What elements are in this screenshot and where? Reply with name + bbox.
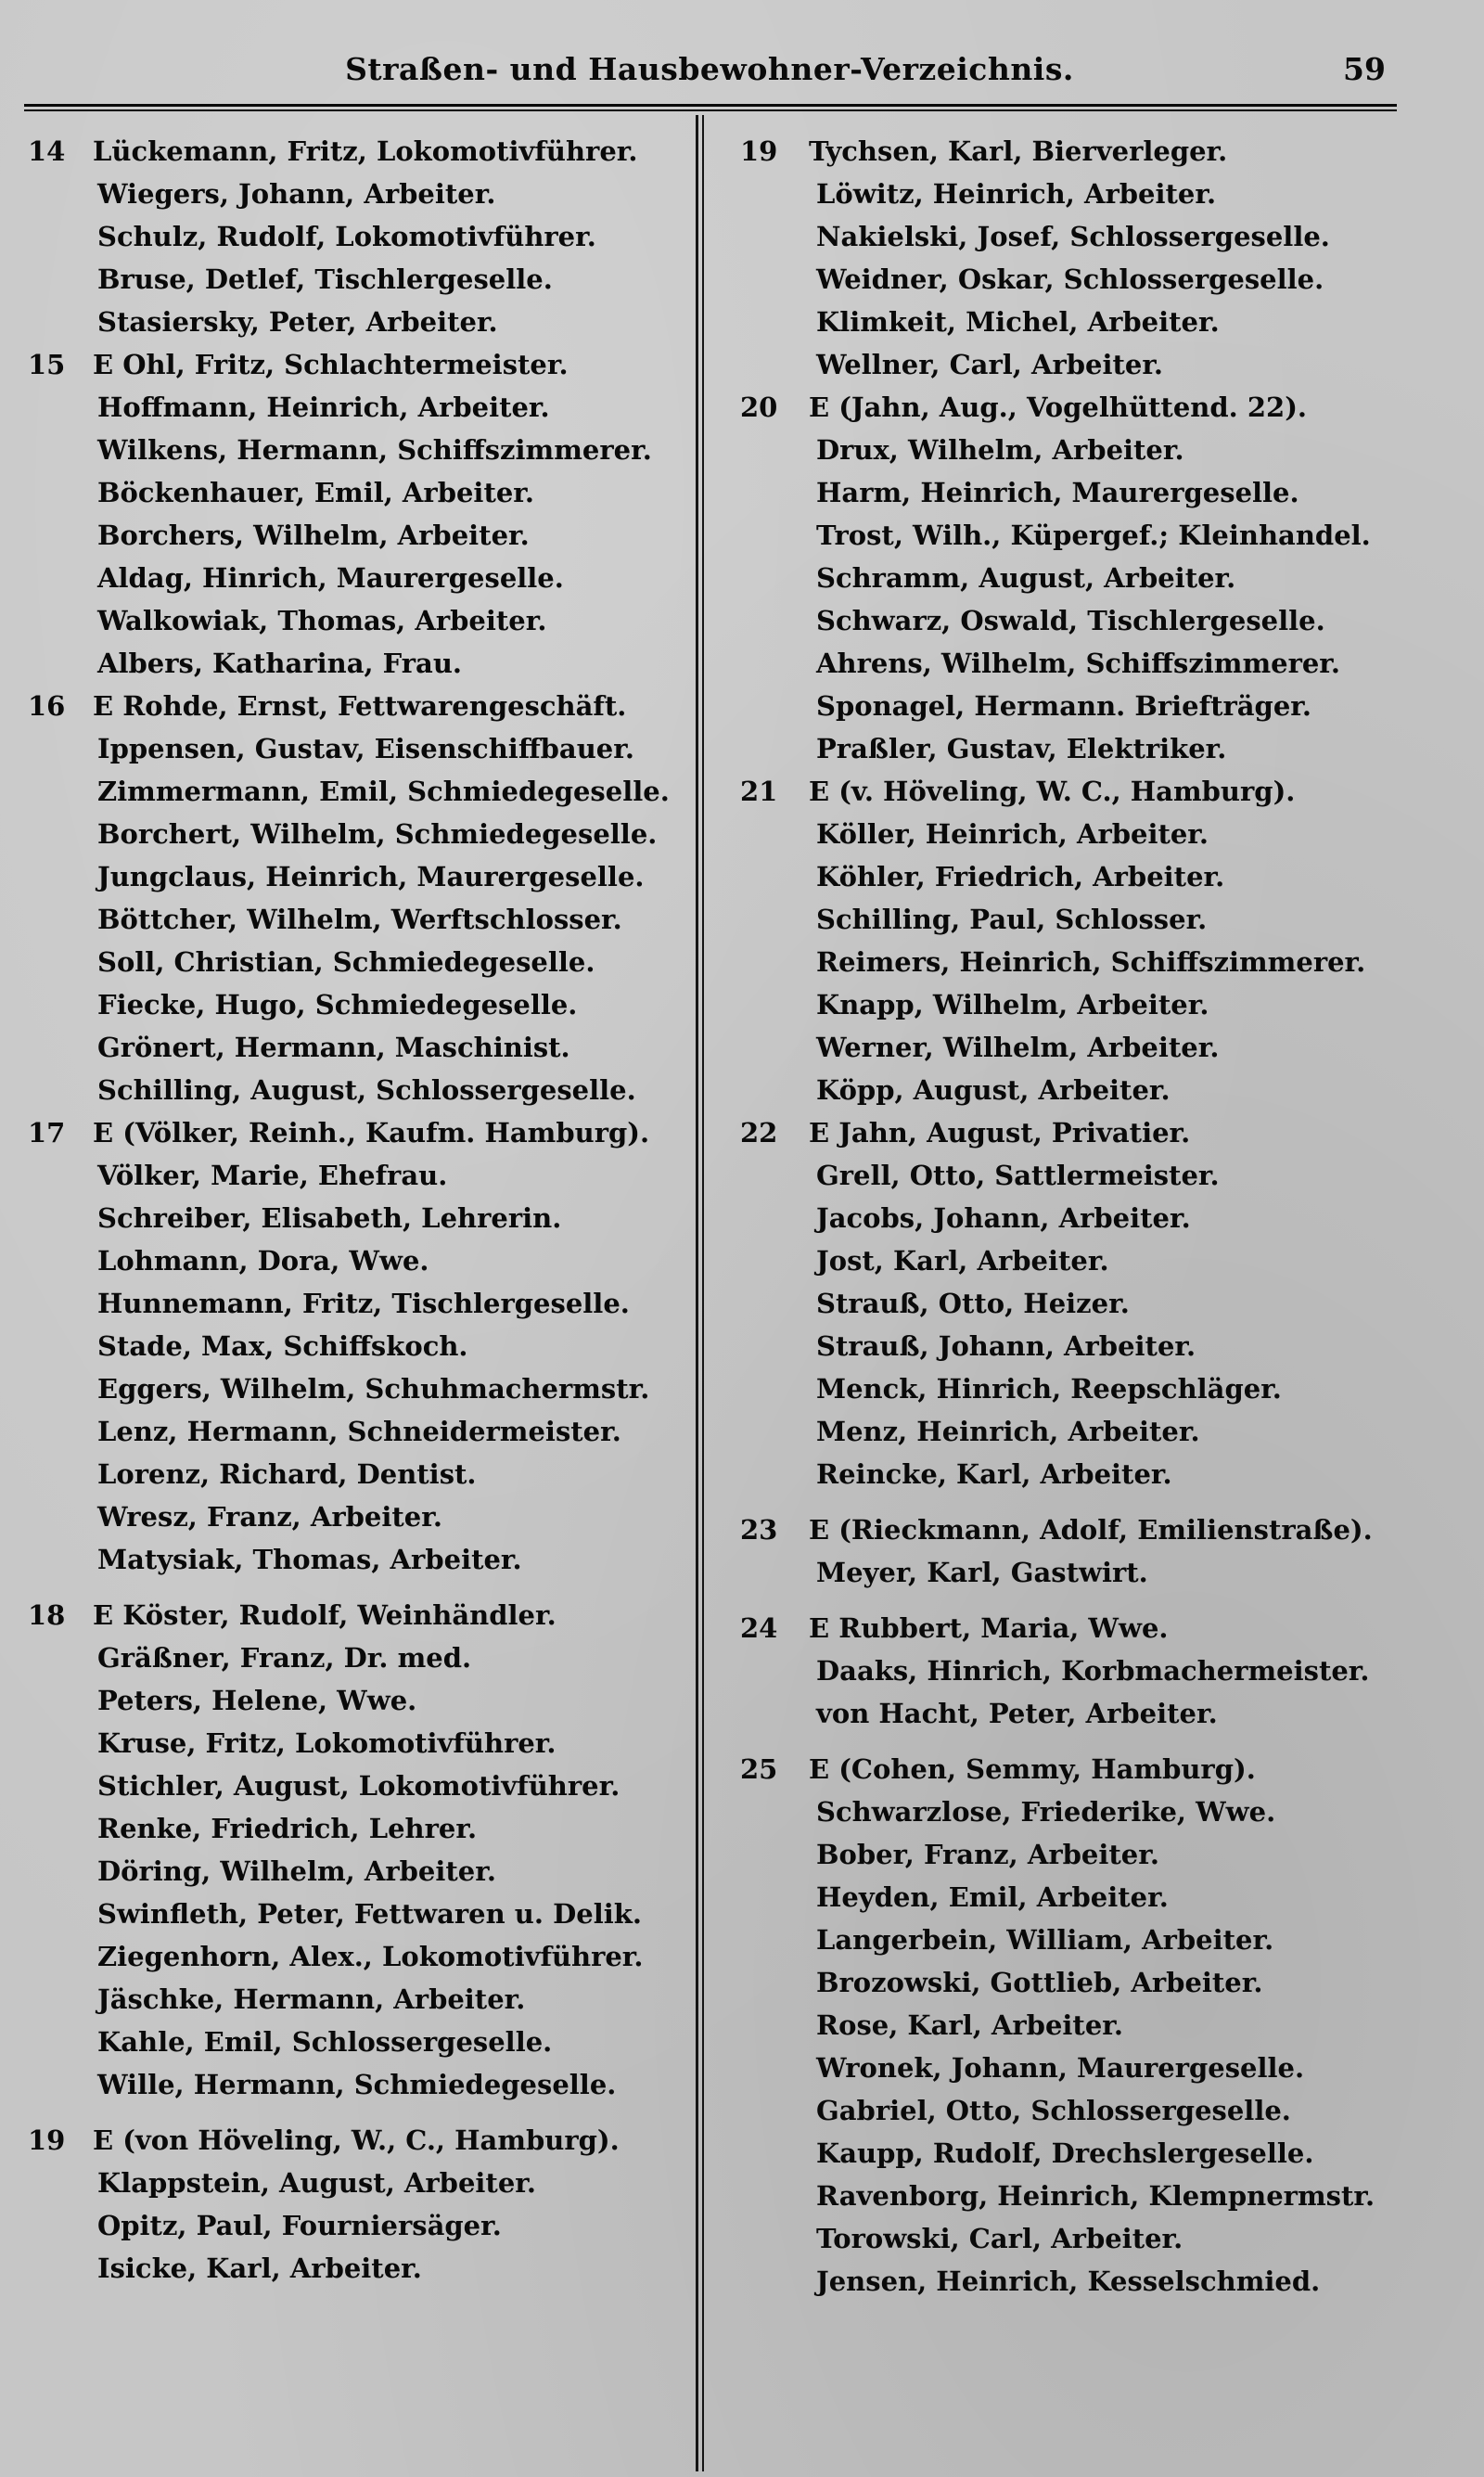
resident-entry bbox=[714, 599, 1391, 642]
resident-entry bbox=[714, 173, 1391, 215]
resident-entry bbox=[714, 855, 1391, 898]
resident-entry bbox=[714, 1919, 1391, 1961]
resident-entry bbox=[714, 642, 1391, 685]
resident-entry bbox=[714, 1154, 1391, 1197]
resident-text: Walkowiak, Thomas, Arbeiter. bbox=[97, 605, 547, 636]
resident-entry bbox=[0, 941, 677, 983]
resident-text: Wilkens, Hermann, Schiffszimmerer. bbox=[97, 434, 652, 466]
resident-entry bbox=[714, 1282, 1391, 1325]
resident-entry bbox=[714, 2217, 1391, 2260]
resident-text: Werner, Wilhelm, Arbeiter. bbox=[816, 1032, 1220, 1063]
resident-entry bbox=[714, 1069, 1391, 1111]
resident-text: Jäschke, Hermann, Arbeiter. bbox=[97, 1983, 526, 2015]
header-rule bbox=[24, 104, 1397, 107]
resident-text: Schilling, Paul, Schlosser. bbox=[816, 904, 1208, 935]
resident-text: Peters, Helene, Wwe. bbox=[97, 1685, 417, 1716]
resident-text: Wiegers, Johann, Arbeiter. bbox=[97, 178, 496, 210]
resident-entry bbox=[714, 2089, 1391, 2132]
resident-text: Trost, Wilh., Küpergef.; Kleinhandel. bbox=[816, 520, 1371, 551]
resident-text: Ahrens, Wilhelm, Schiffszimmerer. bbox=[816, 648, 1341, 679]
resident-entry bbox=[714, 1649, 1391, 1692]
resident-entry bbox=[714, 301, 1391, 343]
resident-text: Schwarz, Oswald, Tischlergeselle. bbox=[816, 605, 1325, 636]
resident-text: E (Cohen, Semmy, Hamburg). bbox=[809, 1753, 1256, 1785]
resident-text: Klappstein, August, Arbeiter. bbox=[97, 2167, 536, 2199]
resident-entry bbox=[0, 1807, 677, 1850]
house-number: 15 bbox=[28, 349, 66, 380]
resident-text: Wronek, Johann, Maurergeselle. bbox=[816, 2052, 1305, 2084]
resident-entry bbox=[714, 557, 1391, 599]
resident-entry bbox=[0, 1367, 677, 1410]
resident-text: E (von Höveling, W., C., Hamburg). bbox=[93, 2124, 620, 2156]
resident-text: Jost, Karl, Arbeiter. bbox=[816, 1245, 1109, 1277]
resident-entry bbox=[0, 1679, 677, 1722]
resident-entry bbox=[714, 941, 1391, 983]
resident-text: Daaks, Hinrich, Korbmachermeister. bbox=[816, 1655, 1370, 1687]
resident-entry bbox=[0, 855, 677, 898]
house-number-entry bbox=[0, 1594, 677, 1636]
resident-text: Renke, Friedrich, Lehrer. bbox=[97, 1813, 478, 1844]
resident-entry bbox=[714, 1026, 1391, 1069]
resident-entry bbox=[0, 1978, 677, 2021]
resident-text: Döring, Wilhelm, Arbeiter. bbox=[97, 1855, 496, 1887]
page-header bbox=[0, 51, 1484, 107]
resident-entry bbox=[714, 1325, 1391, 1367]
left-column bbox=[0, 130, 677, 2290]
resident-entry bbox=[0, 471, 677, 514]
resident-entry bbox=[714, 1961, 1391, 2004]
header-rule-thin bbox=[24, 109, 1397, 111]
house-number-entry bbox=[0, 1111, 677, 1154]
resident-entry bbox=[714, 2175, 1391, 2217]
resident-text: Lorenz, Richard, Dentist. bbox=[97, 1458, 477, 1490]
resident-entry bbox=[0, 1636, 677, 1679]
resident-text: Böttcher, Wilhelm, Werftschlosser. bbox=[97, 904, 622, 935]
resident-text: Stasiersky, Peter, Arbeiter. bbox=[97, 306, 498, 338]
house-number-entry bbox=[0, 343, 677, 386]
resident-text: Rose, Karl, Arbeiter. bbox=[816, 2009, 1123, 2041]
resident-text: Strauß, Johann, Arbeiter. bbox=[816, 1330, 1196, 1362]
resident-entry bbox=[0, 2063, 677, 2106]
resident-entry bbox=[714, 813, 1391, 855]
resident-entry bbox=[0, 258, 677, 301]
resident-entry bbox=[714, 898, 1391, 941]
resident-text: Stichler, August, Lokomotivführer. bbox=[97, 1770, 620, 1802]
resident-text: Kaupp, Rudolf, Drechslergeselle. bbox=[816, 2137, 1314, 2169]
house-number: 18 bbox=[28, 1599, 66, 1631]
resident-entry bbox=[714, 258, 1391, 301]
resident-entry bbox=[0, 386, 677, 429]
resident-entry bbox=[0, 429, 677, 471]
resident-entry bbox=[0, 1935, 677, 1978]
resident-text: E (v. Höveling, W. C., Hamburg). bbox=[809, 776, 1296, 807]
resident-text: Torowski, Carl, Arbeiter. bbox=[816, 2223, 1183, 2254]
resident-entry bbox=[714, 514, 1391, 557]
resident-text: Wille, Hermann, Schmiedegeselle. bbox=[97, 2069, 617, 2100]
resident-text: E Rohde, Ernst, Fettwarengeschäft. bbox=[93, 690, 627, 722]
resident-text: Tychsen, Karl, Bierverleger. bbox=[809, 135, 1228, 167]
resident-text: Nakielski, Josef, Schlossergeselle. bbox=[816, 221, 1330, 252]
resident-text: Köhler, Friedrich, Arbeiter. bbox=[816, 861, 1225, 892]
resident-entry bbox=[0, 1154, 677, 1197]
resident-entry bbox=[714, 2260, 1391, 2303]
column-divider bbox=[696, 115, 698, 2471]
resident-entry bbox=[714, 1692, 1391, 1735]
resident-text: Gabriel, Otto, Schlossergeselle. bbox=[816, 2095, 1291, 2126]
resident-entry bbox=[0, 1239, 677, 1282]
resident-entry bbox=[714, 471, 1391, 514]
resident-entry bbox=[0, 727, 677, 770]
resident-entry bbox=[0, 215, 677, 258]
resident-entry bbox=[714, 343, 1391, 386]
house-number: 14 bbox=[28, 135, 66, 167]
resident-entry bbox=[714, 1410, 1391, 1453]
house-number-entry bbox=[714, 770, 1391, 813]
house-number: 16 bbox=[28, 690, 66, 722]
house-number-entry bbox=[714, 1607, 1391, 1649]
resident-text: Lenz, Hermann, Schneidermeister. bbox=[97, 1416, 621, 1447]
resident-entry bbox=[0, 599, 677, 642]
resident-text: Schreiber, Elisabeth, Lehrerin. bbox=[97, 1202, 562, 1234]
resident-text: Aldag, Hinrich, Maurergeselle. bbox=[97, 562, 564, 594]
resident-text: Borchers, Wilhelm, Arbeiter. bbox=[97, 520, 530, 551]
resident-text: Soll, Christian, Schmiedegeselle. bbox=[97, 946, 595, 978]
resident-text: Borchert, Wilhelm, Schmiedegeselle. bbox=[97, 818, 658, 850]
resident-text: Kahle, Emil, Schlossergeselle. bbox=[97, 2026, 553, 2058]
house-number-entry bbox=[714, 1508, 1391, 1551]
resident-text: Strauß, Otto, Heizer. bbox=[816, 1288, 1130, 1319]
resident-entry bbox=[0, 1069, 677, 1111]
resident-text: Bober, Franz, Arbeiter. bbox=[816, 1839, 1159, 1870]
resident-text: Drux, Wilhelm, Arbeiter. bbox=[816, 434, 1184, 466]
house-number-entry bbox=[0, 130, 677, 173]
resident-text: Böckenhauer, Emil, Arbeiter. bbox=[97, 477, 535, 508]
resident-text: Völker, Marie, Ehefrau. bbox=[97, 1160, 448, 1191]
resident-entry bbox=[714, 1197, 1391, 1239]
resident-entry bbox=[0, 557, 677, 599]
resident-text: Schwarzlose, Friederike, Wwe. bbox=[816, 1796, 1276, 1828]
resident-entry bbox=[0, 2162, 677, 2204]
resident-text: Knapp, Wilhelm, Arbeiter. bbox=[816, 989, 1209, 1020]
house-number-entry bbox=[714, 386, 1391, 429]
resident-text: Swinfleth, Peter, Fettwaren u. Delik. bbox=[97, 1898, 642, 1930]
page-number: 59 bbox=[1343, 51, 1386, 87]
resident-entry bbox=[714, 1833, 1391, 1876]
resident-text: E (Völker, Reinh., Kaufm. Hamburg). bbox=[93, 1117, 650, 1149]
resident-entry bbox=[0, 1765, 677, 1807]
resident-entry bbox=[0, 1850, 677, 1893]
house-number-entry bbox=[714, 1748, 1391, 1790]
right-column bbox=[714, 130, 1391, 2303]
resident-text: Gräßner, Franz, Dr. med. bbox=[97, 1642, 472, 1674]
resident-text: von Hacht, Peter, Arbeiter. bbox=[816, 1698, 1218, 1729]
resident-entry bbox=[0, 1495, 677, 1538]
resident-text: Eggers, Wilhelm, Schuhmachermstr. bbox=[97, 1373, 650, 1405]
resident-text: Matysiak, Thomas, Arbeiter. bbox=[97, 1544, 522, 1575]
resident-text: Hunnemann, Fritz, Tischlergeselle. bbox=[97, 1288, 630, 1319]
resident-entry bbox=[0, 1453, 677, 1495]
resident-entry bbox=[714, 1790, 1391, 1833]
resident-entry bbox=[0, 1325, 677, 1367]
resident-entry bbox=[0, 2204, 677, 2247]
house-number: 19 bbox=[28, 2124, 66, 2156]
house-number: 24 bbox=[740, 1612, 778, 1644]
resident-text: Köpp, August, Arbeiter. bbox=[816, 1074, 1171, 1106]
resident-entry bbox=[0, 642, 677, 685]
resident-text: Stade, Max, Schiffskoch. bbox=[97, 1330, 468, 1362]
house-number: 25 bbox=[740, 1753, 778, 1785]
resident-text: Ippensen, Gustav, Eisenschiffbauer. bbox=[97, 733, 634, 764]
resident-entry bbox=[714, 727, 1391, 770]
resident-entry bbox=[714, 2047, 1391, 2089]
resident-text: Lückemann, Fritz, Lokomotivführer. bbox=[93, 135, 638, 167]
resident-text: Wresz, Franz, Arbeiter. bbox=[97, 1501, 442, 1533]
resident-text: Köller, Heinrich, Arbeiter. bbox=[816, 818, 1209, 850]
resident-text: Albers, Katharina, Frau. bbox=[97, 648, 463, 679]
resident-text: Reincke, Karl, Arbeiter. bbox=[816, 1458, 1172, 1490]
resident-text: Schilling, August, Schlossergeselle. bbox=[97, 1074, 636, 1106]
resident-entry bbox=[714, 1367, 1391, 1410]
resident-text: Sponagel, Hermann. Briefträger. bbox=[816, 690, 1311, 722]
resident-entry bbox=[0, 813, 677, 855]
resident-entry bbox=[0, 301, 677, 343]
resident-text: Wellner, Carl, Arbeiter. bbox=[816, 349, 1164, 380]
resident-entry bbox=[0, 1722, 677, 1765]
resident-text: E Rubbert, Maria, Wwe. bbox=[809, 1612, 1169, 1644]
resident-text: Kruse, Fritz, Lokomotivführer. bbox=[97, 1727, 556, 1759]
resident-text: E Ohl, Fritz, Schlachtermeister. bbox=[93, 349, 569, 380]
resident-text: Menck, Hinrich, Reepschläger. bbox=[816, 1373, 1282, 1405]
resident-text: Zimmermann, Emil, Schmiedegeselle. bbox=[97, 776, 670, 807]
resident-text: E Köster, Rudolf, Weinhändler. bbox=[93, 1599, 556, 1631]
resident-text: Lohmann, Dora, Wwe. bbox=[97, 1245, 429, 1277]
resident-entry bbox=[0, 898, 677, 941]
resident-entry bbox=[0, 1026, 677, 1069]
house-number: 19 bbox=[740, 135, 778, 167]
resident-text: Meyer, Karl, Gastwirt. bbox=[816, 1557, 1148, 1588]
resident-entry bbox=[0, 2247, 677, 2290]
resident-text: Jungclaus, Heinrich, Maurergeselle. bbox=[97, 861, 645, 892]
resident-entry bbox=[714, 685, 1391, 727]
resident-text: Harm, Heinrich, Maurergeselle. bbox=[816, 477, 1299, 508]
resident-text: Schulz, Rudolf, Lokomotivführer. bbox=[97, 221, 596, 252]
resident-entry bbox=[714, 2132, 1391, 2175]
house-number: 21 bbox=[740, 776, 778, 807]
resident-entry bbox=[0, 1538, 677, 1581]
resident-text: Weidner, Oskar, Schlossergeselle. bbox=[816, 263, 1324, 295]
house-number: 22 bbox=[740, 1117, 778, 1149]
resident-text: Schramm, August, Arbeiter. bbox=[816, 562, 1236, 594]
resident-text: Opitz, Paul, Fourniersäger. bbox=[97, 2210, 502, 2241]
resident-entry bbox=[714, 215, 1391, 258]
resident-text: Heyden, Emil, Arbeiter. bbox=[816, 1881, 1169, 1913]
resident-entry bbox=[0, 514, 677, 557]
resident-entry bbox=[0, 2021, 677, 2063]
resident-text: Grell, Otto, Sattlermeister. bbox=[816, 1160, 1220, 1191]
resident-text: Löwitz, Heinrich, Arbeiter. bbox=[816, 178, 1217, 210]
resident-entry bbox=[714, 1551, 1391, 1594]
page-title: Straßen- und Hausbewohner-Verzeichnis. bbox=[345, 51, 1074, 87]
resident-text: Klimkeit, Michel, Arbeiter. bbox=[816, 306, 1220, 338]
house-number: 17 bbox=[28, 1117, 66, 1149]
resident-text: Brozowski, Gottlieb, Arbeiter. bbox=[816, 1967, 1263, 1998]
resident-text: E (Jahn, Aug., Vogelhüttend. 22). bbox=[809, 391, 1308, 423]
house-number-entry bbox=[714, 130, 1391, 173]
resident-text: Isicke, Karl, Arbeiter. bbox=[97, 2252, 422, 2284]
column-divider-thin bbox=[702, 115, 704, 2471]
resident-entry bbox=[714, 983, 1391, 1026]
resident-text: Fiecke, Hugo, Schmiedegeselle. bbox=[97, 989, 578, 1020]
house-number-entry bbox=[714, 1111, 1391, 1154]
resident-entry bbox=[0, 1282, 677, 1325]
resident-text: E Jahn, August, Privatier. bbox=[809, 1117, 1191, 1149]
resident-entry bbox=[714, 1453, 1391, 1495]
resident-text: Jacobs, Johann, Arbeiter. bbox=[816, 1202, 1191, 1234]
resident-text: Menz, Heinrich, Arbeiter. bbox=[816, 1416, 1200, 1447]
house-number-entry bbox=[0, 685, 677, 727]
resident-entry bbox=[714, 1239, 1391, 1282]
resident-entry bbox=[714, 1876, 1391, 1919]
house-number: 20 bbox=[740, 391, 778, 423]
resident-text: Jensen, Heinrich, Kesselschmied. bbox=[816, 2265, 1321, 2297]
house-number-entry bbox=[0, 2119, 677, 2162]
resident-text: Hoffmann, Heinrich, Arbeiter. bbox=[97, 391, 550, 423]
resident-text: Bruse, Detlef, Tischlergeselle. bbox=[97, 263, 553, 295]
house-number: 23 bbox=[740, 1514, 778, 1546]
resident-text: E (Rieckmann, Adolf, Emilienstraße). bbox=[809, 1514, 1373, 1546]
resident-text: Ravenborg, Heinrich, Klempnermstr. bbox=[816, 2180, 1375, 2212]
resident-text: Langerbein, William, Arbeiter. bbox=[816, 1924, 1274, 1956]
resident-entry bbox=[0, 983, 677, 1026]
resident-entry bbox=[0, 1410, 677, 1453]
resident-entry bbox=[0, 173, 677, 215]
resident-entry bbox=[0, 1197, 677, 1239]
resident-entry bbox=[0, 770, 677, 813]
resident-entry bbox=[0, 1893, 677, 1935]
resident-text: Grönert, Hermann, Maschinist. bbox=[97, 1032, 570, 1063]
resident-text: Reimers, Heinrich, Schiffszimmerer. bbox=[816, 946, 1366, 978]
resident-text: Praßler, Gustav, Elektriker. bbox=[816, 733, 1227, 764]
resident-entry bbox=[714, 2004, 1391, 2047]
resident-text: Ziegenhorn, Alex., Lokomotivführer. bbox=[97, 1941, 644, 1972]
resident-entry bbox=[714, 429, 1391, 471]
